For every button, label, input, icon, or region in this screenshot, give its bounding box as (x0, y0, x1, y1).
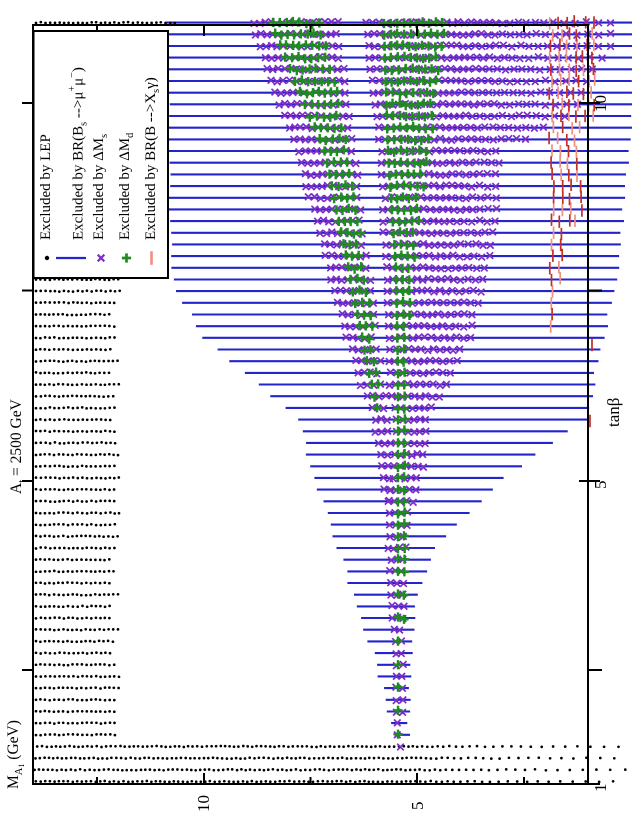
legend-dot-sample (45, 256, 49, 260)
tick-label-tanb-10: 10 (591, 95, 610, 112)
x-axis-label: tanβ (604, 397, 623, 427)
tick-label-ma-5: 5 (408, 801, 427, 810)
legend-item-lep: Excluded by LEP (38, 134, 54, 240)
y-axis-label: $M_{A1}$ (GeV) (5, 720, 27, 789)
delta-md-plus-layer (268, 17, 448, 739)
tick-label-ma-10: 10 (194, 795, 213, 812)
tick-label-tanb-1: 1 (591, 783, 610, 792)
legend-item-dms: Excluded by $\Delta M_s$ (91, 133, 110, 240)
legend-item-dmd: Excluded by $\Delta M_d$ (117, 132, 136, 240)
legend-item-bsmumu: Excluded by $BR(B_s$ -->μ+μ−) (67, 67, 90, 240)
plot-title: $A_t = 2500$ GeV (8, 399, 28, 494)
legend-item-bxsgamma: Excluded by BR(B $-->X_s\gamma$) (143, 77, 162, 240)
tick-label-tanb-5: 5 (591, 480, 610, 489)
